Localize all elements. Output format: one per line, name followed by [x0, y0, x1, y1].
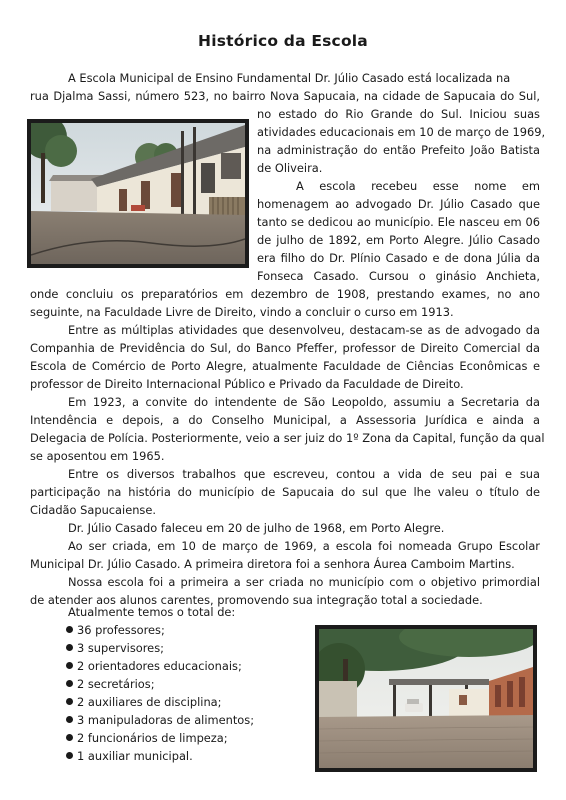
paragraph-line: atividades educacionais em 10 de março de 1969, — [257, 125, 546, 139]
paragraph-line: Fonseca Casado. Cursou o ginásio Anchieta, — [257, 269, 540, 283]
paragraph-line: Intendência e depois, a do Conselho Municipal, a Assessoria Jurídica e ainda a — [30, 413, 540, 427]
bullet-icon — [66, 752, 73, 759]
bullet-icon — [66, 644, 73, 651]
paragraph-line: Escola de Comércio de Porto Alegre, atualmente Faculdade de Ciências Econômicas e — [30, 359, 540, 373]
bullet-icon — [66, 716, 73, 723]
paragraph-line: Nossa escola foi a primeira a ser criada no município com o objetivo primordial — [68, 575, 540, 589]
bullet-icon — [66, 680, 73, 687]
paragraph-line: A escola recebeu esse nome em — [296, 179, 540, 193]
paragraph-line: professor de Direito Internacional Público e Privado da Faculdade de Direito. — [30, 377, 464, 391]
page-title: Histórico da Escola — [198, 32, 368, 50]
paragraph-line: Municipal Dr. Júlio Casado. A primeira diretora foi a senhora Áurea Camboim Martins. — [30, 557, 515, 571]
paragraph-line: Em 1923, a convite do intendente de São Leopoldo, assumiu a Secretaria da — [68, 395, 540, 409]
paragraph-line: no estado do Rio Grande do Sul. Iniciou suas — [257, 107, 540, 121]
paragraph-line: de julho de 1892, em Porto Alegre. Júlio Casado — [257, 233, 540, 247]
bullet-icon — [66, 734, 73, 741]
paragraph-line: Ao ser criada, em 10 de março de 1969, a escola foi nomeada Grupo Escolar — [68, 539, 540, 553]
list-item: 2 secretários; — [66, 675, 254, 693]
paragraph-line: Dr. Júlio Casado faleceu em 20 de julho de 1968, em Porto Alegre. — [68, 521, 445, 535]
list-item: 3 manipuladoras de alimentos; — [66, 711, 254, 729]
list-item: 2 funcionários de limpeza; — [66, 729, 254, 747]
paragraph-line: era filho do Dr. Plínio Casado e de dona Júlia da — [257, 251, 540, 265]
list-item: 2 orientadores educacionais; — [66, 657, 254, 675]
paragraph-line: Delegacia de Polícia. Posteriormente, veio a ser juiz do 1º Zona da Capital, função da qual — [30, 431, 545, 445]
bullet-icon — [66, 626, 73, 633]
paragraph-line: se aposentou em 1965. — [30, 449, 165, 463]
paragraph-line: homenagem ao advogado Dr. Júlio Casado que — [257, 197, 540, 211]
paragraph-line: Companhia de Previdência do Sul, do Banco Pfeffer, professor de Direito Comercial da — [30, 341, 540, 355]
list-item: 2 auxiliares de disciplina; — [66, 693, 254, 711]
paragraph-line: Entre os diversos trabalhos que escreveu, contou a vida de seu pai e sua — [68, 467, 540, 481]
paragraph-line: seguinte, na Faculdade Livre de Direito, vindo a concluir o curso em 1913. — [30, 305, 454, 319]
paragraph-line: Cidadão Sapucaiense. — [30, 503, 156, 517]
list-item: 3 supervisores; — [66, 639, 254, 657]
bullet-icon — [66, 698, 73, 705]
list-item: 36 professores; — [66, 621, 254, 639]
school-building-photo — [27, 119, 249, 268]
paragraph-line: Atualmente temos o total de: — [68, 605, 236, 619]
paragraph-line: rua Djalma Sassi, número 523, no bairro Nova Sapucaia, na cidade de Sapucaia do Sul, — [30, 89, 540, 103]
paragraph-line: participação na história do município de Sapucaia do sul que lhe valeu o título de — [30, 485, 540, 499]
paragraph-line: de atender aos alunos carentes, promovendo sua integração total a sociedade. — [30, 593, 483, 607]
bullet-icon — [66, 662, 73, 669]
paragraph-line: A Escola Municipal de Ensino Fundamental Dr. Júlio Casado está localizada na — [68, 71, 511, 85]
paragraph-line: tanto se dedicou ao município. Ele nasceu em 06 — [257, 215, 540, 229]
school-courtyard-photo — [315, 625, 537, 772]
paragraph-line: de Oliveira. — [257, 161, 323, 175]
paragraph-line: na administração do então Prefeito João Batista — [257, 143, 540, 157]
paragraph-line: Entre as múltiplas atividades que desenvolveu, destacam-se as de advogado da — [68, 323, 540, 337]
list-item: 1 auxiliar municipal. — [66, 747, 254, 765]
staff-list — [66, 621, 254, 765]
paragraph-line: onde concluiu os preparatórios em dezembro de 1908, prestando exames, no ano — [30, 287, 540, 301]
